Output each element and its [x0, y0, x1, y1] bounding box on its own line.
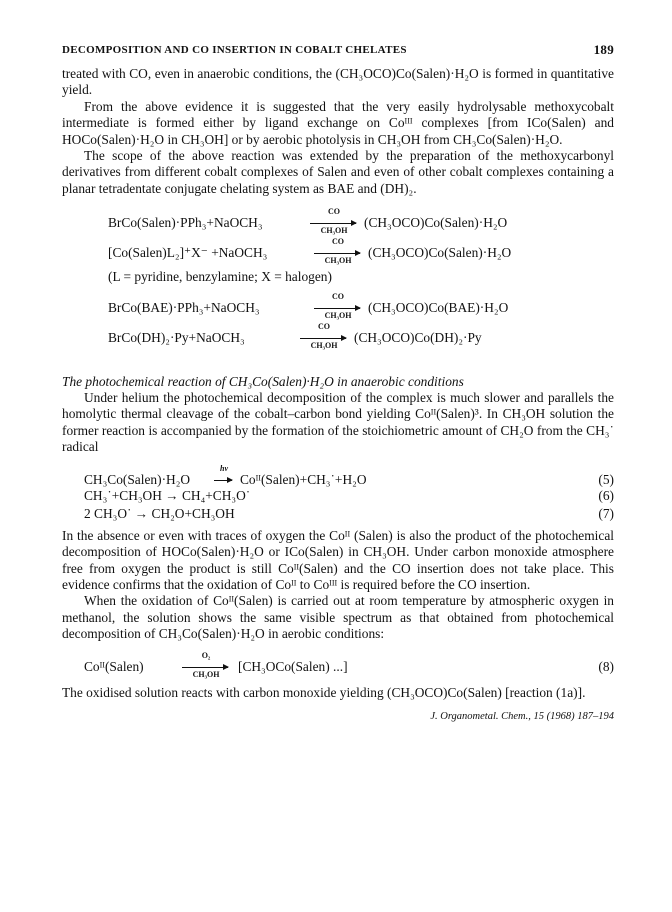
equation-5-lhs: CH₃Co(Salen)·H₂O	[84, 471, 191, 487]
equation-7-text: 2 CH₃O˙ → CH₂O+CH₃OH	[84, 505, 235, 521]
equation-8-rhs: [CH₃OCo(Salen) ...]	[238, 658, 348, 674]
reaction-1-arrow	[310, 223, 356, 224]
paragraph-3: The scope of the above reaction was extended by the preparation of the methoxycarbonyl derivatives from different cobalt complexes of Salen and even of other cobalt complexes containing a planar tetradentate conjugate chelating system as BAE and (DH)₂.	[62, 148, 614, 196]
equation-7-number: (7)	[598, 505, 614, 521]
equation-8-lhs: Coᴵᴵ(Salen)	[84, 658, 144, 674]
page-number: 189	[593, 42, 614, 57]
journal-footer: J. Organometal. Chem., 15 (1968) 187–194	[430, 710, 614, 722]
equation-5	[62, 463, 614, 488]
equation-6-text: CH₃˙+CH₃OH → CH₄+CH₃O˙	[84, 487, 251, 503]
paragraph-7: The oxidised solution reacts with carbon monoxide yielding (CH₃OCO)Co(Salen) [reaction (1a)].	[62, 684, 586, 700]
reaction-1	[108, 207, 614, 237]
equation-5-over: hv	[220, 463, 228, 473]
paragraph-5: In the absence or even with traces of oxygen the Coᴵᴵ (Salen) is also the product of the photochemical decomposition of HOCo(Salen)·H₂O or ICo(Salen) in CH₃OH. Under carbon monoxide atmosphere free from oxygen the product is still Coᴵᴵ(Salen) and the CO insertion does not take place. This evidence confirms that the oxidation of Coᴵᴵ to Coᴵᴵᴵ is required before the CO insertion.	[62, 527, 614, 592]
running-title: DECOMPOSITION AND CO INSERTION IN COBALT CHELATES	[62, 44, 407, 56]
paragraph-4: Under helium the photochemical decomposition of the complex is much slower and parallels the homolytic thermal cleavage of the cobalt–carbon bond yielding Coᴵᴵ(Salen)³. In CH₃OH solution the former reaction is accompanied by the formation of the stoichiometric amount of CH₂O from the CH₃˙ radical	[62, 390, 614, 455]
reaction-3-over: CO	[332, 291, 344, 301]
running-header	[62, 40, 614, 62]
reaction-3-arrow	[314, 308, 360, 309]
equation-5-arrow	[214, 480, 232, 481]
reaction-2-under: CH₃OH	[324, 256, 352, 266]
equation-8-under: CH₃OH	[192, 669, 220, 679]
equation-8-number: (8)	[598, 658, 614, 674]
reaction-1-lhs: BrCo(Salen)·PPh₃+NaOCH₃	[108, 215, 263, 231]
reaction-4	[108, 322, 614, 352]
reaction-2-rhs: (CH₃OCO)Co(Salen)·H₂O	[368, 245, 512, 261]
paragraph-6: When the oxidation of Coᴵᴵ(Salen) is carried out at room temperature by atmospheric oxygen in methanol, the solution shows the same visible spectrum as that obtained from photochemical decomposition of CH₃Co(Salen)·H₂O in aerobic conditions:	[62, 593, 614, 642]
paragraph-1: treated with CO, even in anaerobic conditions, the (CH₃OCO)Co(Salen)·H₂O is formed in quantitative yield.	[62, 66, 614, 98]
section-title: The photochemical reaction of CH₃Co(Salen)·H₂O in anaerobic conditions	[62, 373, 464, 389]
reaction-1-under: CH₃OH	[320, 226, 348, 236]
reaction-3-under: CH₃OH	[324, 310, 352, 320]
reaction-4-arrow	[300, 338, 346, 339]
equation-8	[62, 651, 614, 683]
reaction-2	[108, 237, 614, 267]
reaction-4-lhs: BrCo(DH)₂·Py+NaOCH₃	[108, 329, 245, 345]
reaction-2-arrow	[314, 253, 360, 254]
reaction-4-rhs: (CH₃OCO)Co(DH)₂·Py	[354, 329, 482, 345]
reaction-3-lhs: BrCo(BAE)·PPh₃+NaOCH₃	[108, 299, 260, 315]
equation-5-rhs: Coᴵᴵ(Salen)+CH₃˙+H₂O	[240, 471, 367, 487]
reaction-3-rhs: (CH₃OCO)Co(BAE)·H₂O	[368, 299, 509, 315]
equation-8-arrow	[182, 667, 228, 668]
reaction-1-rhs: (CH₃OCO)Co(Salen)·H₂O	[364, 215, 508, 231]
page	[62, 40, 614, 727]
equation-6	[62, 488, 614, 506]
paragraph-2: From the above evidence it is suggested that the very easily hydrolysable methoxycobalt intermediate is formed either by ligand exchange on Coᴵᴵᴵ complexes [from ICo(Salen) and HOCo(Salen)·H₂O in CH₃OH] or by aerobic photolysis in CH₃OH from CH₃Co(Salen)·H₂O.	[62, 98, 614, 147]
ligand-note: (L = pyridine, benzylamine; X = halogen)	[108, 269, 332, 285]
reaction-4-under: CH₃OH	[310, 340, 338, 350]
reaction-1-over: CO	[328, 207, 340, 217]
equation-6-number: (6)	[598, 487, 614, 503]
reaction-4-over: CO	[318, 321, 330, 331]
equation-7	[62, 506, 614, 524]
reaction-3	[108, 292, 614, 322]
reaction-2-over: CO	[332, 237, 344, 247]
reaction-2-lhs: [Co(Salen)L₂]⁺X⁻ +NaOCH₃	[108, 245, 268, 261]
equation-5-number: (5)	[598, 471, 614, 487]
equation-8-over: O₂	[201, 650, 211, 660]
